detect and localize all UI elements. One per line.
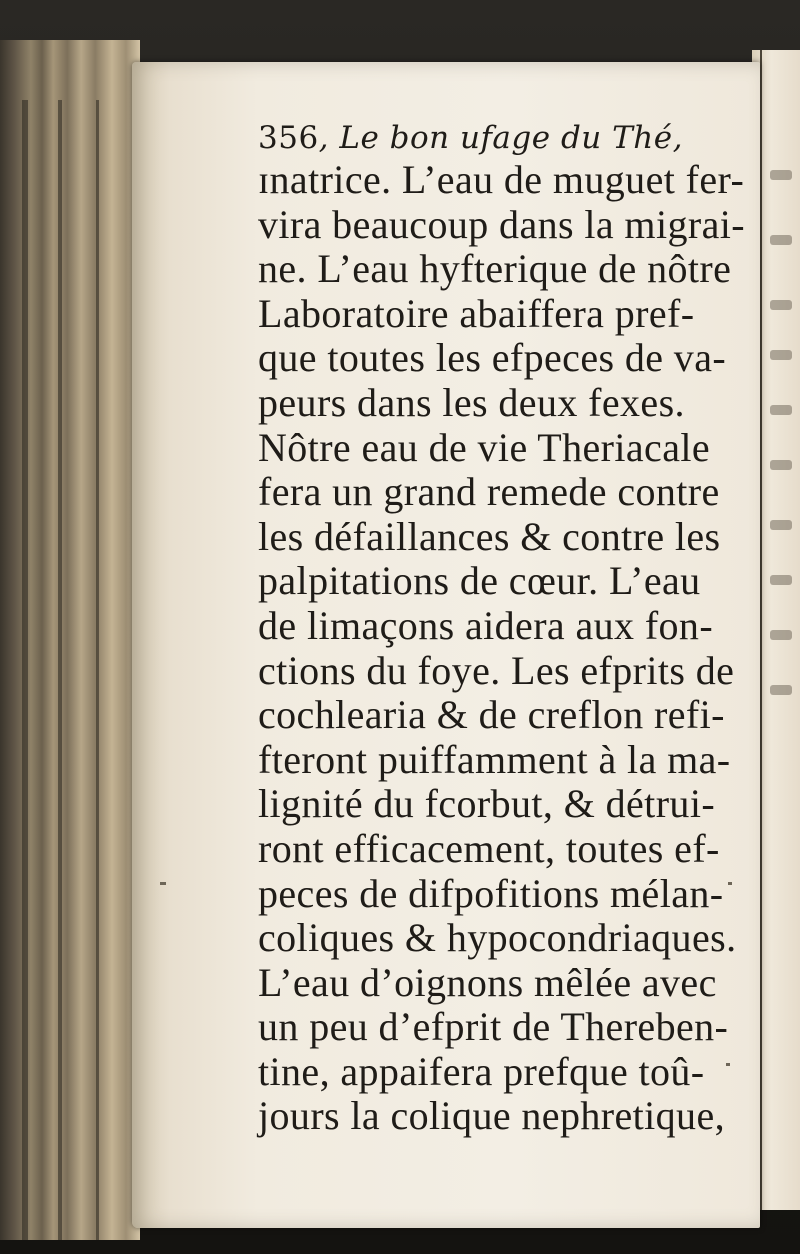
text-line: Laboratoire abaiffera pref-: [258, 290, 695, 336]
text-line: palpitations de cœur. L’eau: [258, 558, 701, 604]
text-line: fera un grand remede contre: [258, 469, 720, 515]
text-line: ctions du foye. Les efprits de: [258, 647, 735, 693]
facing-page-bleed-mark: [770, 300, 792, 310]
facing-page-bleed-mark: [770, 630, 792, 640]
text-line: un peu d’efprit de Thereben-: [258, 1004, 729, 1050]
text-line: Nôtre eau de vie Theriacale: [258, 424, 711, 470]
facing-page-bleed-mark: [770, 520, 792, 530]
facing-page-bleed-mark: [770, 235, 792, 245]
spine-stripe: [58, 100, 62, 1240]
page-number: 356: [258, 120, 319, 156]
facing-page-bleed-mark: [770, 685, 792, 695]
running-header: [258, 116, 738, 160]
text-line: fteront puiffamment à la ma-: [258, 736, 731, 782]
book-spine: [0, 40, 140, 1240]
body-text: [258, 157, 745, 1139]
running-title: , Le bon ufage du Thé,: [318, 120, 683, 156]
text-line: coliques & hypocondriaques.: [258, 915, 737, 961]
text-line: tine, appaifera prefque toû-: [258, 1048, 705, 1094]
text-line: que toutes les efpeces de va-: [258, 335, 727, 381]
text-line: lignité du fcorbut, & détrui-: [258, 781, 716, 827]
text-line: L’eau d’oignons mêlée avec: [258, 959, 717, 1005]
ink-speck: [160, 882, 166, 885]
text-line: jours la colique nephretique,: [258, 1093, 726, 1139]
spine-stripe: [96, 100, 99, 1240]
text-line: ront efficacement, toutes ef-: [258, 825, 720, 871]
facing-page-bleed-mark: [770, 170, 792, 180]
text-line: de limaçons aidera aux fon-: [258, 602, 714, 648]
text-line: peces de difpofitions mélan-: [258, 870, 724, 916]
page-text: [258, 116, 745, 1139]
facing-page-bleed-mark: [770, 405, 792, 415]
facing-page-bleed-mark: [770, 350, 792, 360]
text-line: vira beaucoup dans la migrai-: [258, 201, 745, 247]
spine-stripe: [22, 100, 28, 1240]
facing-page-gutter-line: [760, 50, 762, 1210]
text-line: les défaillances & contre les: [258, 513, 721, 559]
text-line: cochlearia & de creflon refi-: [258, 692, 725, 738]
text-line: peurs dans les deux fexes.: [258, 379, 685, 425]
facing-page-bleed-mark: [770, 460, 792, 470]
facing-page-bleed-mark: [770, 575, 792, 585]
text-line: ne. L’eau hyfterique de nôtre: [258, 246, 732, 292]
text-line: ɪnatrice. L’eau de muguet fer-: [258, 157, 745, 202]
